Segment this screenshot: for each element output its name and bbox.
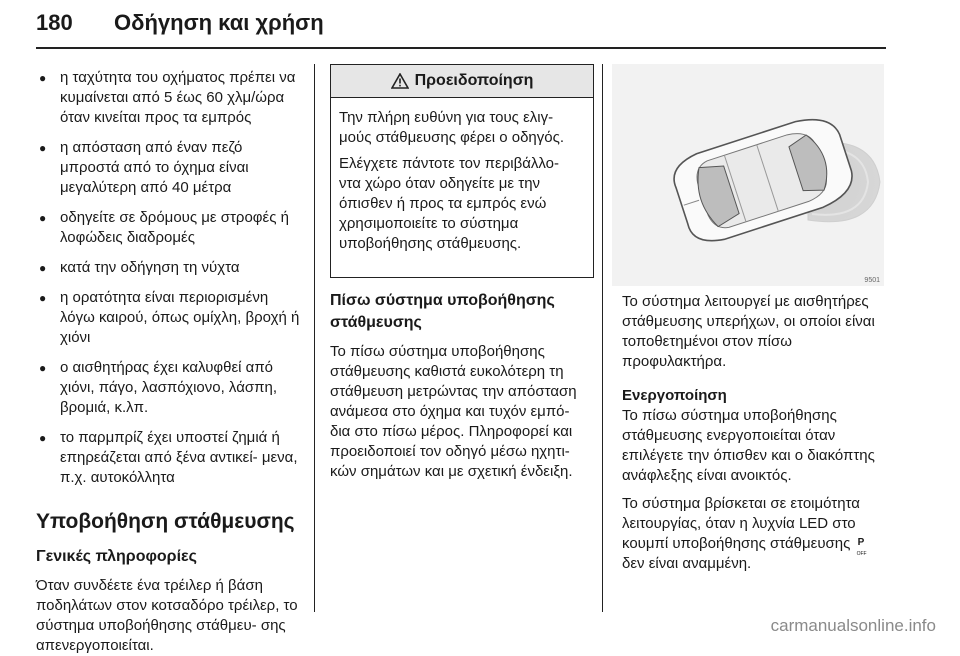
parking-assist-off-icon bbox=[856, 536, 869, 557]
middle-column bbox=[330, 290, 594, 482]
column-divider-right bbox=[602, 64, 603, 612]
condition-list bbox=[36, 68, 304, 488]
readiness-text-end: δεν είναι αναμμένη. bbox=[622, 555, 752, 572]
rear-assist-heading: Πίσω σύστημα υποβοήθησης στάθμευσης bbox=[330, 292, 555, 331]
activation-paragraph: Το πίσω σύστημα υποβοήθησης στάθμευσης ενεργοποιείται όταν επιλέγετε την όπισθεν και ο διακόπτης ανάφλεξης είναι ανοικτός. bbox=[622, 407, 875, 484]
warning-text-1: Την πλήρη ευθύνη για τους ελιγ- μούς στάθμευσης φέρει ο οδηγός. bbox=[339, 109, 565, 146]
activation-title: Ενεργοποίηση bbox=[622, 387, 727, 404]
sensor-paragraph: Το σύστημα λειτουργεί με αισθητήρες στάθμευσης υπερήχων, οι οποίοι είναι τοποθετημένοι στον πίσω προφυλακτήρα. bbox=[622, 293, 875, 370]
readiness-paragraph bbox=[622, 494, 888, 574]
right-column bbox=[622, 292, 888, 574]
list-item: ● η ορατότητα είναι περιορισμένη λόγω καιρού, όπως ομίχλη, βροχή ή χιόνι bbox=[36, 288, 304, 348]
parking-icon-letter: P bbox=[857, 537, 865, 548]
warning-box bbox=[330, 64, 594, 278]
figure-id: 9501 bbox=[864, 277, 880, 284]
page-header bbox=[36, 6, 886, 46]
page-title: Οδήγηση και χρήση bbox=[114, 10, 324, 35]
list-item: ● κατά την οδήγηση τη νύχτα bbox=[36, 258, 304, 278]
section-title: Υποβοήθηση στάθμευσης bbox=[36, 510, 295, 533]
list-item: ● η απόσταση από έναν πεζό μπροστά από το όχημα είναι μεγαλύτερη από 40 μέτρα bbox=[36, 138, 304, 198]
subsection-title: Γενικές πληροφορίες bbox=[36, 548, 197, 565]
parking-icon-off: OFF bbox=[856, 551, 867, 557]
watermark: carmanualsonline.info bbox=[770, 616, 936, 635]
header-divider bbox=[36, 47, 886, 49]
trailer-paragraph: Όταν συνδέετε ένα τρέιλερ ή βάση ποδηλάτων στον κοτσαδόρο τρέιλερ, το σύστημα υποβοήθησης στάθμευ- σης απενεργοποιείται. bbox=[36, 577, 298, 654]
column-divider-left bbox=[314, 64, 315, 612]
warning-title: Προειδοποίηση bbox=[414, 72, 534, 89]
list-item: ● το παρμπρίζ έχει υποστεί ζημιά ή επηρεάζεται από ξένα αντικεί- μενα, π.χ. αυτοκόλλητα bbox=[36, 428, 304, 488]
car-top-view-illustration bbox=[612, 64, 884, 286]
list-item: ● η ταχύτητα του οχήματος πρέπει να κυμαίνεται από 5 έως 60 χλμ/ώρα όταν κινείται προς τα εμπρός bbox=[36, 68, 304, 128]
car-icon bbox=[668, 110, 860, 249]
warning-text-2: Ελέγχετε πάντοτε τον περιβάλλο- ντα χώρο όταν οδηγείτε με την όπισθεν ή προς τα εμπρός ενώ χρησιμοποιείτε το σύστημα υποβοήθησης στάθμευσης. bbox=[339, 155, 559, 252]
left-column bbox=[36, 68, 304, 656]
list-item: ● ο αισθητήρας έχει καλυφθεί από χιόνι, πάγο, λασπόχιονο, λάσπη, βρομιά, κ.λπ. bbox=[36, 358, 304, 418]
warning-icon bbox=[391, 73, 409, 89]
rear-assist-paragraph: Το πίσω σύστημα υποβοήθησης στάθμευσης καθιστά ευκολότερη τη στάθμευση μετρώντας την απόσταση ανάμεσα στο όχημα και τυχόν εμπό- δια στο πίσω μέρος. Πληροφορεί και προειδοποιεί τον οδηγό μέσω ηχητι- κών σημάτων και με σχετική ένδειξη. bbox=[330, 343, 577, 480]
warning-header bbox=[331, 65, 593, 98]
list-item: ● οδηγείτε σε δρόμους με στροφές ή λοφώδεις διαδρομές bbox=[36, 208, 304, 248]
car-sensor-figure bbox=[612, 64, 884, 286]
readiness-text: Το σύστημα βρίσκεται σε ετοιμότητα λειτουργίας, όταν η λυχνία LED στο κουμπί υποβοήθησης στάθμευσης bbox=[622, 495, 860, 552]
page-number: 180 bbox=[36, 10, 73, 35]
